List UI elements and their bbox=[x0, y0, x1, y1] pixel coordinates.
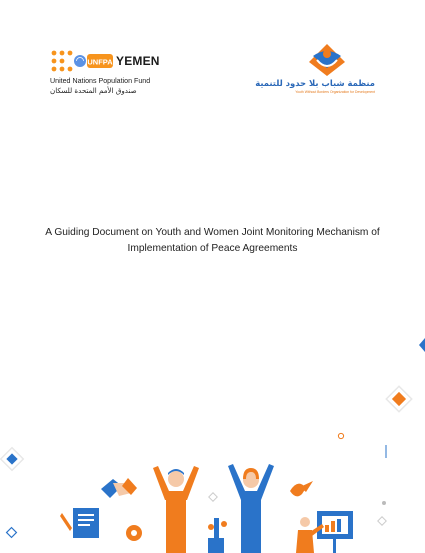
diamond-left-icon bbox=[1, 448, 24, 471]
raised-hand-icon bbox=[208, 518, 227, 553]
peace-illustration bbox=[60, 464, 353, 553]
document-icon bbox=[60, 508, 99, 538]
person-blue-figure bbox=[228, 464, 274, 553]
edge-diamond-icon bbox=[419, 338, 425, 352]
title-line-1: A Guiding Document on Youth and Women Joint Monitoring Mechanism of bbox=[45, 227, 380, 238]
partner-name-ar: منظمة شباب بلا حدود للتنمية bbox=[255, 78, 375, 88]
grey-diamond-icon bbox=[209, 493, 217, 501]
unfpa-name-en: United Nations Population Fund bbox=[50, 77, 151, 85]
partner-name-en: Youth Without Borders Organization for Development bbox=[295, 90, 375, 94]
unfpa-logo-text: UNFPA bbox=[87, 57, 113, 67]
unfpa-name-ar: صندوق الأمم المتحدة للسكان bbox=[50, 86, 137, 95]
handshake-icon bbox=[101, 478, 137, 498]
title-line-2: Implementation of Peace Agreements bbox=[127, 243, 298, 254]
dove-icon bbox=[290, 481, 313, 496]
presentation-board-icon bbox=[296, 511, 353, 553]
person-orange-figure bbox=[153, 466, 199, 553]
grey-diamond-icon bbox=[378, 517, 386, 525]
grey-dot-icon bbox=[382, 501, 386, 505]
gear-icon bbox=[126, 525, 142, 541]
diamond-right-icon bbox=[386, 386, 411, 411]
small-diamond-icon bbox=[7, 528, 17, 538]
unfpa-country: YEMEN bbox=[116, 54, 160, 68]
small-circle-icon bbox=[338, 433, 343, 438]
